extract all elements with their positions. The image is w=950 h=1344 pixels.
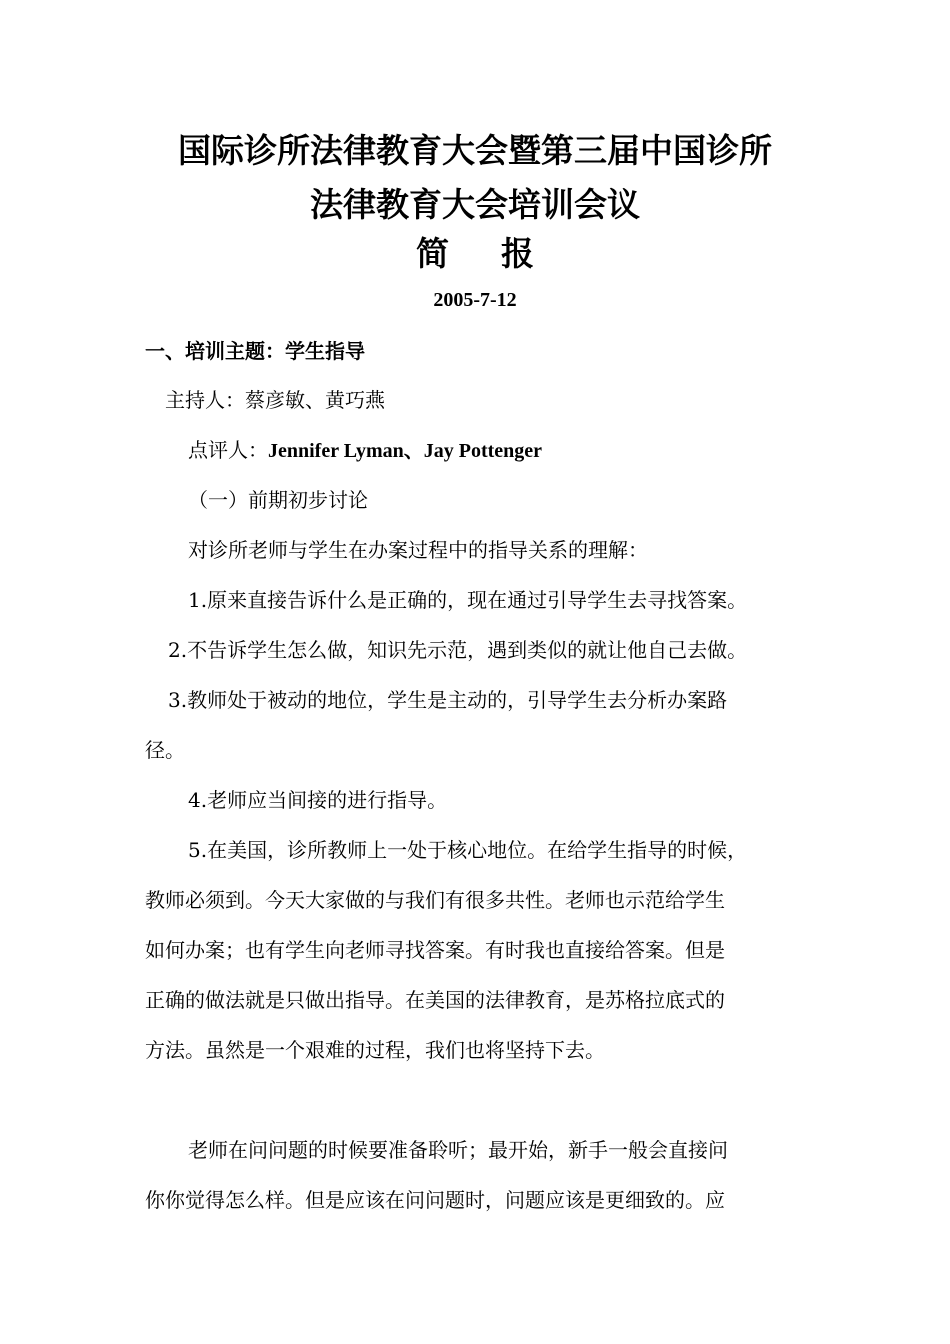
- document-title-line-3: 简报: [416, 234, 586, 273]
- reviewer-line: [188, 436, 542, 465]
- point-line: 1.原来直接告诉什么是正确的，现在通过引导学生去寻找答案。: [188, 588, 748, 612]
- host-line: [165, 386, 385, 414]
- point-line: 方法。虽然是一个艰难的过程，我们也将坚持下去。: [145, 1038, 605, 1062]
- intro-paragraph: 对诊所老师与学生在办案过程中的指导关系的理解：: [188, 538, 648, 562]
- document-title-line-2: 法律教育大会培训会议: [310, 185, 640, 224]
- paragraph-line: 老师在问问题的时候要准备聆听；最开始，新手一般会直接问: [188, 1138, 728, 1162]
- point-line: 3.教师处于被动的地位，学生是主动的，引导学生去分析办案路: [168, 688, 728, 712]
- point-line: 2.不告诉学生怎么做，知识先示范，遇到类似的就让他自己去做。: [168, 638, 748, 662]
- document-title-line-1: 国际诊所法律教育大会暨第三届中国诊所: [178, 131, 772, 170]
- host-names: 蔡彦敏、黄巧燕: [245, 388, 385, 412]
- point-line: 如何办案；也有学生向老师寻找答案。有时我也直接给答案。但是: [145, 938, 725, 962]
- reviewer-names: Jennifer Lyman、Jay Pottenger: [268, 440, 543, 462]
- point-line: 正确的做法就是只做出指导。在美国的法律教育，是苏格拉底式的: [145, 988, 725, 1012]
- point-line: 径。: [145, 738, 185, 762]
- point-line: 教师必须到。今天大家做的与我们有很多共性。老师也示范给学生: [145, 888, 725, 912]
- paragraph-line: 你你觉得怎么样。但是应该在问问题时，问题应该是更细致的。应: [145, 1188, 725, 1212]
- section-heading: 一、培训主题：学生指导: [145, 339, 365, 363]
- document-date: 2005-7-12: [433, 289, 517, 311]
- host-label: 主持人：: [165, 388, 245, 412]
- point-line: 5.在美国，诊所教师上一处于核心地位。在给学生指导的时候，: [188, 838, 748, 862]
- subheading: （一）前期初步讨论: [188, 488, 368, 512]
- reviewer-label: 点评人：: [188, 438, 268, 462]
- point-line: 4.老师应当间接的进行指导。: [188, 788, 448, 812]
